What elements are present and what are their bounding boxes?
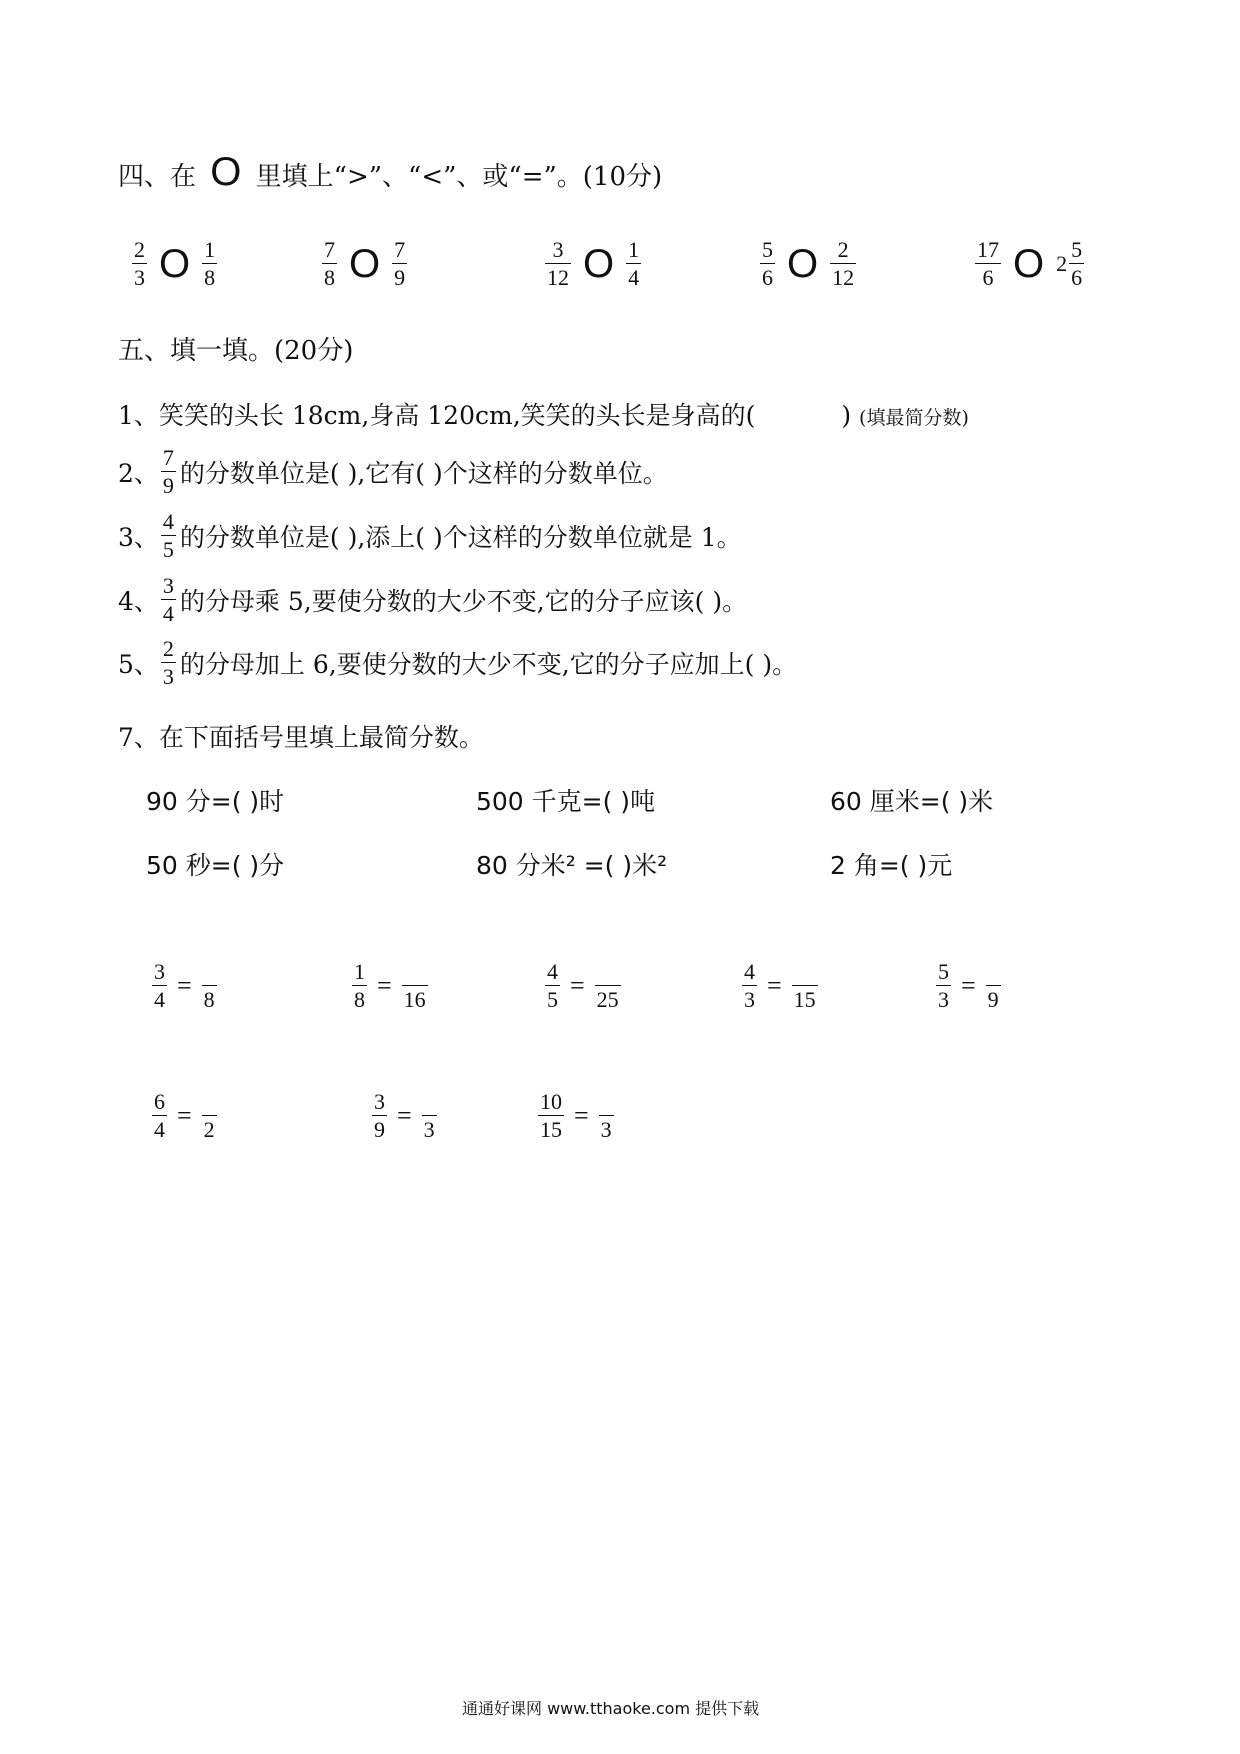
fraction: $\frac{2}{3}$ <box>134 237 145 291</box>
blank-fraction[interactable]: 3 <box>600 1116 612 1142</box>
question-1-close: ) <box>841 401 852 430</box>
section4-title-post: 里填上“>”、“<”、或“=”。(10分) <box>255 162 663 192</box>
equiv-item: $\frac{1}{8}$ = 16 <box>354 959 426 1013</box>
compare-item-3 <box>545 238 641 289</box>
compare-item-2 <box>322 238 407 289</box>
fraction: $\frac{4}{5}$ <box>162 509 174 563</box>
fraction: $\frac{17}{6}$ <box>977 237 999 291</box>
question-2: 2、 $\frac{7}{9}$ 的分数单位是( ),它有( )个这样的分数单位。 <box>118 445 668 499</box>
compare-circle[interactable]: O <box>583 241 615 286</box>
mixed-number: 2 $\frac{5}{6}$ <box>1056 237 1083 291</box>
compare-circle[interactable]: O <box>159 241 191 286</box>
fraction: $\frac{2}{3}$ <box>162 636 174 690</box>
conversion-2-1: 50 秒=( )分 <box>146 851 285 880</box>
equiv-item: $\frac{10}{15}$ = 3 <box>540 1089 612 1143</box>
blank-fraction[interactable]: 8 <box>203 986 215 1012</box>
equiv-item: $\frac{4}{5}$ = 25 <box>547 959 619 1013</box>
compare-circle[interactable]: O <box>787 241 819 286</box>
fraction: $\frac{7}{9}$ <box>162 445 174 499</box>
compare-circle[interactable]: O <box>1013 241 1045 286</box>
question-1-note: (填最简分数) <box>859 407 969 429</box>
section4-title <box>118 152 662 193</box>
equiv-item: $\frac{3}{9}$ = 3 <box>374 1089 435 1143</box>
blank-fraction[interactable]: 16 <box>403 986 426 1012</box>
conversion-1-2: 500 千克=( )吨 <box>476 787 656 816</box>
compare-item-1 <box>132 238 217 289</box>
question-3-text: 的分数单位是( ),添上( )个这样的分数单位就是 1。 <box>179 522 742 552</box>
conversion-1-1: 90 分=( )时 <box>146 787 285 816</box>
blank-fraction[interactable]: 3 <box>423 1116 435 1142</box>
question-1-text: 1、笑笑的头长 18cm,身高 120cm,笑笑的头长是身高的( <box>118 401 756 430</box>
conversion-2-2: 80 分米² =( )米² <box>476 851 668 880</box>
question-7-title: 7、在下面括号里填上最简分数。 <box>118 723 484 752</box>
fraction: $\frac{1}{8}$ <box>204 237 216 291</box>
section5-title: 五、填一填。(20分) <box>118 336 354 366</box>
question-4: 4、 $\frac{3}{4}$ 的分母乘 5,要使分数的大少不变,它的分子应该( )。 <box>118 573 748 627</box>
question-2-text: 的分数单位是( ),它有( )个这样的分数单位。 <box>179 458 668 488</box>
compare-circle[interactable]: O <box>349 241 381 286</box>
equiv-item: $\frac{3}{4}$ = 8 <box>154 959 215 1013</box>
question-1 <box>118 396 969 432</box>
equiv-item: $\frac{6}{4}$ = 2 <box>154 1089 215 1143</box>
fraction: $\frac{1}{4}$ <box>628 237 640 291</box>
equiv-item: $\frac{5}{3}$ = 9 <box>938 959 999 1013</box>
question-3: 3、 $\frac{4}{5}$ 的分数单位是( ),添上( )个这样的分数单位就是 1。 <box>118 509 742 563</box>
equiv-item: $\frac{4}{3}$ = 15 <box>744 959 816 1013</box>
question-4-text: 的分母乘 5,要使分数的大少不变,它的分子应该( )。 <box>179 586 748 616</box>
blank-fraction[interactable]: 25 <box>596 986 619 1012</box>
fraction: $\frac{7}{9}$ <box>394 237 406 291</box>
conversion-1-3: 60 厘米=( )米 <box>830 787 994 816</box>
question-5: 5、 $\frac{2}{3}$ 的分母加上 6,要使分数的大少不变,它的分子应加上( )。 <box>118 636 798 690</box>
fraction: $\frac{3}{4}$ <box>162 573 174 627</box>
fraction: $\frac{7}{8}$ <box>324 237 335 291</box>
compare-item-5 <box>975 238 1084 289</box>
blank-fraction[interactable]: 9 <box>987 986 999 1012</box>
blank-fraction[interactable]: 15 <box>793 986 816 1012</box>
circle-icon: O <box>210 150 242 194</box>
question-5-text: 的分母加上 6,要使分数的大少不变,它的分子应加上( )。 <box>179 649 798 679</box>
section4-title-pre: 四、在 <box>118 162 197 192</box>
fraction: $\frac{5}{6}$ <box>762 237 773 291</box>
fraction: $\frac{3}{12}$ <box>547 237 569 291</box>
compare-item-4 <box>760 238 856 289</box>
blank-fraction[interactable]: 2 <box>203 1116 215 1142</box>
fraction: $\frac{2}{12}$ <box>832 237 855 291</box>
footer-text: 通通好课网 www.tthaoke.com 提供下载 <box>462 1699 760 1718</box>
conversion-2-3: 2 角=( )元 <box>830 851 953 880</box>
